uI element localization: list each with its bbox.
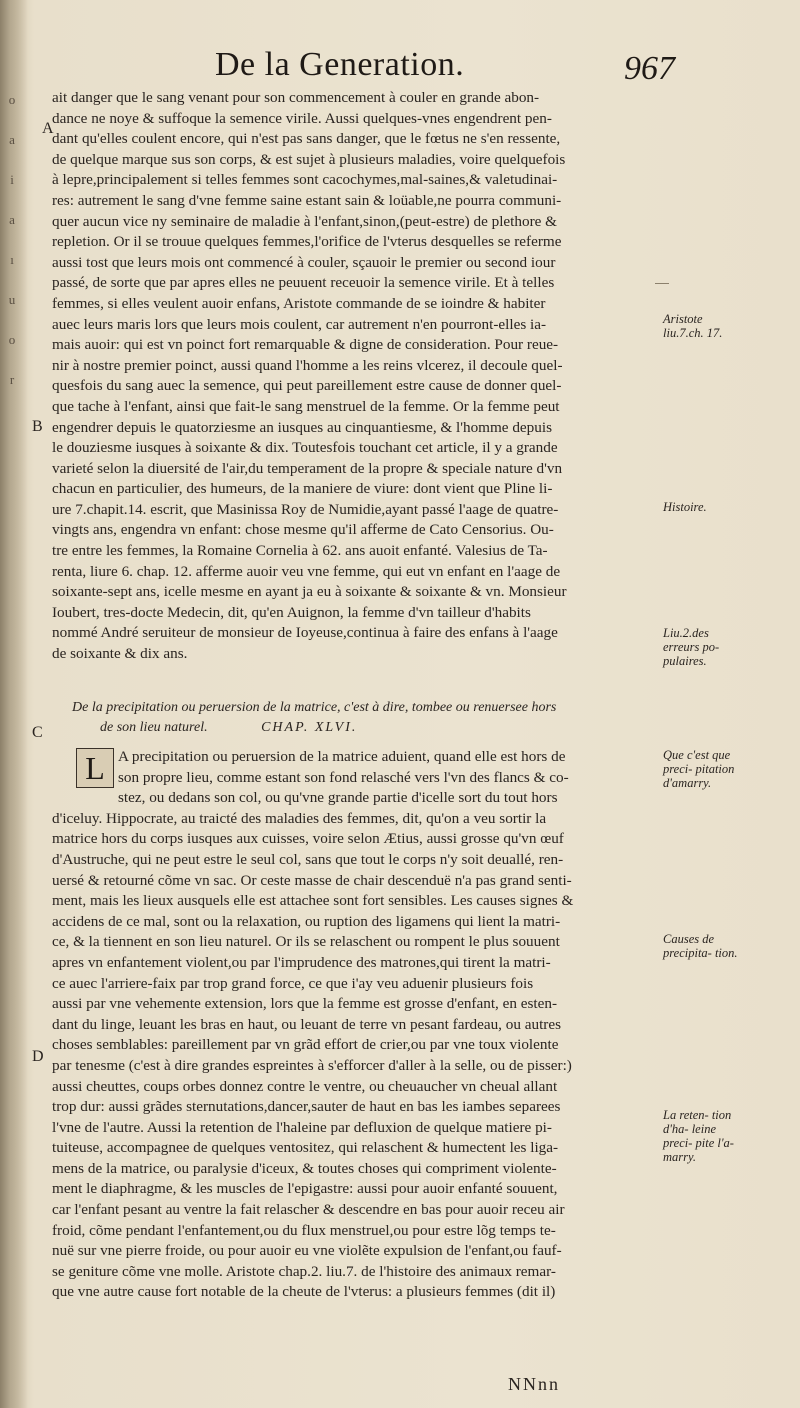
text-line: tre entre les femmes, la Romaine Cornelia à 62. ans auoit enfanté. Valesius de Ta- (52, 542, 548, 560)
text-line: nir à nostre premier poinct, aussi quand l'homme a les reins vlcerez, il decoule quel- (52, 356, 563, 374)
text-line: dant qu'elles coulent encore, qui n'est pas sans danger, que le fœtus ne s'en ressente, (52, 130, 561, 148)
text-line: nuë sur vne pierre froide, ou pour auoir eu vne violẽte expulsion de l'enfant,ou fauf- (52, 1242, 562, 1260)
text-line: à lepre,principalement si telles femmes sont cacochymes,mal-saines,& valetudinai- (52, 171, 558, 189)
text-line: uersé & retourné cõme vn sac. Or ceste masse de chair descenduë n'a pas grand senti- (52, 871, 572, 889)
margin-rule (655, 283, 669, 284)
text-line: quesfois du sang auec la semence, qui peut pareillement estre cause de donner quel- (52, 377, 562, 395)
text-line: son propre lieu, comme estant son fond relasché vers l'vn des flancs & co- (118, 768, 569, 786)
running-title: De la Generation. (215, 46, 465, 83)
text-line: dant du linge, leuant les bras en haut, ou leuant de terre vn pesant fardeau, ou autres (52, 1015, 562, 1033)
text-line: se geniture cõme vne molle. Aristote chap.2. liu.7. de l'histoire des animaux remar- (52, 1262, 556, 1280)
page-number: 967 (624, 50, 675, 87)
text-line: ait danger que le sang venant pour son commencement à couler en grande abon- (52, 89, 540, 106)
text-line: varieté selon la diuersité de l'air,du temperament de la propre & speciale nature d'vn (52, 459, 563, 477)
binding-gutter (0, 0, 28, 1408)
text-line: res: autrement le sang d'vne femme saine estant sain & loüable,ne pourra communi- (52, 191, 562, 209)
text-line: trop dur: aussi grãdes sternutations,dancer,sauter de haut en bas les iambes separees (52, 1098, 561, 1116)
margin-note-aristote: Aristote liu.7.ch. 17. (663, 312, 723, 340)
text-line: le douziesme iusques à soixante & dix. Toutesfois touchant cet article, il y a grande (52, 439, 558, 457)
text-line: accidens de ce mal, sont ou la relaxation, ou ruption des ligamens qui lient la matri- (52, 912, 561, 930)
ornamental-initial: L (76, 748, 114, 788)
body-text-part1 (52, 88, 660, 665)
text-line: par tenesme (c'est à dire grandes espreintes à s'efforcer d'aller à la selle, ou de pisser:) (52, 1056, 572, 1074)
margin-note-definition: Que c'est que preci- pitation d'amarry. (663, 748, 735, 790)
text-line: dance ne noye & suffoque la semence virile. Aussi quelques-vnes engendrent pen- (52, 109, 552, 127)
margin-note-erreurs-populaires: Liu.2.des erreurs po- pulaires. (663, 626, 720, 668)
text-line: repletion. Or il se trouue quelques femmes,l'orifice de l'vterus desquelles se referme (52, 233, 562, 251)
chapter-title-line1: De la precipitation ou peruersion de la matrice, c'est à dire, tombee ou renuersee hors (72, 700, 557, 715)
text-line: de soixante & dix ans. (52, 645, 188, 663)
text-line: aussi tost que leurs mois ont commencé à couler, sçauoir le premier ou second iour (52, 253, 556, 271)
text-line: mens de la matrice, ou paralysie d'iceux, & toutes choses qui compriment violente- (52, 1159, 557, 1177)
page-header (215, 46, 675, 94)
gutter-char: ı (10, 252, 14, 267)
text-line: aussi cheuttes, coups orbes donnez contre le ventre, ou cheuaucher vn cheual allant (52, 1077, 558, 1095)
text-line: d'iceluy. Hippocrate, au traicté des maladies des femmes, dit, qu'on a veu sortir la (52, 809, 547, 827)
chapter-number: CHAP. XLVI. (261, 720, 358, 735)
text-line: apres vn enfantement violent,ou par l'imprudence des matrones,qui tirent la matri- (52, 953, 551, 971)
section-marker-b: B (32, 418, 43, 435)
text-line: auec leurs maris lors que leurs mois coulent, car autrement n'en pourront-elles ia- (52, 315, 547, 333)
text-line: A precipitation ou peruersion de la matrice aduient, quand elle est hors de (118, 748, 566, 765)
section-marker-d: D (32, 1048, 44, 1065)
text-line: aussi par vne vehemente extension, lors que la femme est grosse d'enfant, en esten- (52, 995, 558, 1013)
gutter-char: a (9, 132, 15, 147)
text-line: ce, & la tiennent en son lieu naturel. Or ils se relaschent ou rompent le plus souuent (52, 933, 560, 951)
text-line: que tache à l'enfant, ainsi que fait-le sang menstruel de la femme. Or la femme peut (52, 397, 560, 415)
text-line: froid, cõme pendant l'enfantement,ou du flux menstruel,ou pour estre lõg temps te- (52, 1221, 556, 1239)
text-line: chacun en particulier, des humeurs, de la maniere de viure: dont vient que Pline li- (52, 480, 553, 498)
text-line: vingts ans, engendra vn enfant: chose mesme qu'il afferme de Cato Censorius. Ou- (52, 521, 554, 539)
text-line: ment le diaphragme, & les muscles de l'epigastre: aussi pour auoir enfanté souuent, (52, 1180, 558, 1198)
section-marker-a: A (42, 120, 54, 137)
text-line: choses semblables: pareillement par vn grãd effort de crier,ou par vne toux violente (52, 1036, 559, 1054)
text-line: engendrer depuis le quatorziesme an iusques au cinquantiesme, & l'homme depuis (52, 418, 552, 436)
text-line: car l'enfant pesant au ventre la fait relascher & descendre en bas pour auoir receu air (52, 1201, 565, 1219)
gutter-char: i (10, 172, 14, 187)
text-line: renta, liure 6. chap. 12. afferme auoir veu vne femme, qui eut vn enfant en l'aage de (52, 562, 561, 580)
text-line: passé, de sorte que par apres elles ne peuuent receuoir la semence virile. Et à telles (52, 274, 555, 292)
gutter-char: o (8, 332, 16, 347)
text-line: ment, mais les lieux ausquels elle est attachee sont fort sensibles. Les causes signes & (52, 892, 574, 910)
text-line: tuiteuse, accompagnee de quelques ventositez, qui relaschent & humectent les liga- (52, 1139, 559, 1157)
signature-mark: NNnn (508, 1374, 560, 1394)
gutter-bleed-characters (2, 80, 22, 400)
margin-note-causes: Causes de precipita- tion. (663, 932, 738, 960)
text-line: quer aucun vice ny seminaire de maladie à l'enfant,sinon,(peut-estre) de plethore & (52, 212, 557, 230)
text-line: matrice hors du corps iusques aux cuisses, voire selon Ætius, aussi grosse qu'vn œuf (52, 830, 564, 848)
text-line: soixante-sept ans, icelle mesme en ayant ja eu à soixante & soixante & vn. Monsieur (52, 583, 567, 601)
text-line: mais auoir: qui est vn poinct fort remarquable & digne de consideration. Pour reue- (52, 336, 559, 354)
text-line: ce auec l'arriere-faix par trop grand force, ce que i'ay veu aduenir plusieurs fois (52, 974, 534, 992)
section-marker-c: C (32, 724, 43, 741)
text-line: stez, ou dedans son col, ou qu'vne grande partie d'icelle sort du tout hors (118, 789, 558, 807)
text-line: que vne autre cause fort notable de la cheute de l'vterus: a plusieurs femmes (dit il) (52, 1283, 556, 1301)
text-line: Ioubert, tres-docte Medecin, dit, qu'en Auignon, la femme d'vn tailleur d'habits (52, 603, 531, 621)
gutter-char: a (9, 212, 15, 227)
chapter-title-line2: de son lieu naturel. (100, 720, 208, 735)
text-line: ure 7.chapit.14. escrit, que Masinissa Roy de Numidie,ayant passé l'aage de quatre- (52, 500, 559, 518)
gutter-char: o (8, 92, 16, 107)
text-line: d'Austruche, qui ne peut estre le seul col, sans que tout le corps n'y soit deuallé, ren- (52, 850, 564, 868)
gutter-char: u (8, 292, 16, 307)
margin-note-histoire: Histoire. (663, 500, 707, 514)
margin-note-retention: La reten- tion d'ha- leine preci- pite l'a- marry. (663, 1108, 734, 1164)
gutter-char: r (9, 372, 15, 387)
text-line: l'vne de l'autre. Aussi la retention de l'haleine par defluxion de quelque matiere pi- (52, 1118, 552, 1136)
text-line: femmes, si elles veulent auoir enfans, Aristote commande de se ioindre & habiter (52, 294, 546, 312)
text-line: de quelque marque sus son corps, & est sujet à plusieurs maladies, voire quelquefois (52, 150, 566, 168)
chapter-heading (72, 698, 672, 738)
text-line: nommé André seruiteur de monsieur de Ioyeuse,continua à faire des enfans à l'aage (52, 624, 558, 642)
body-text-part2 (52, 747, 660, 1303)
